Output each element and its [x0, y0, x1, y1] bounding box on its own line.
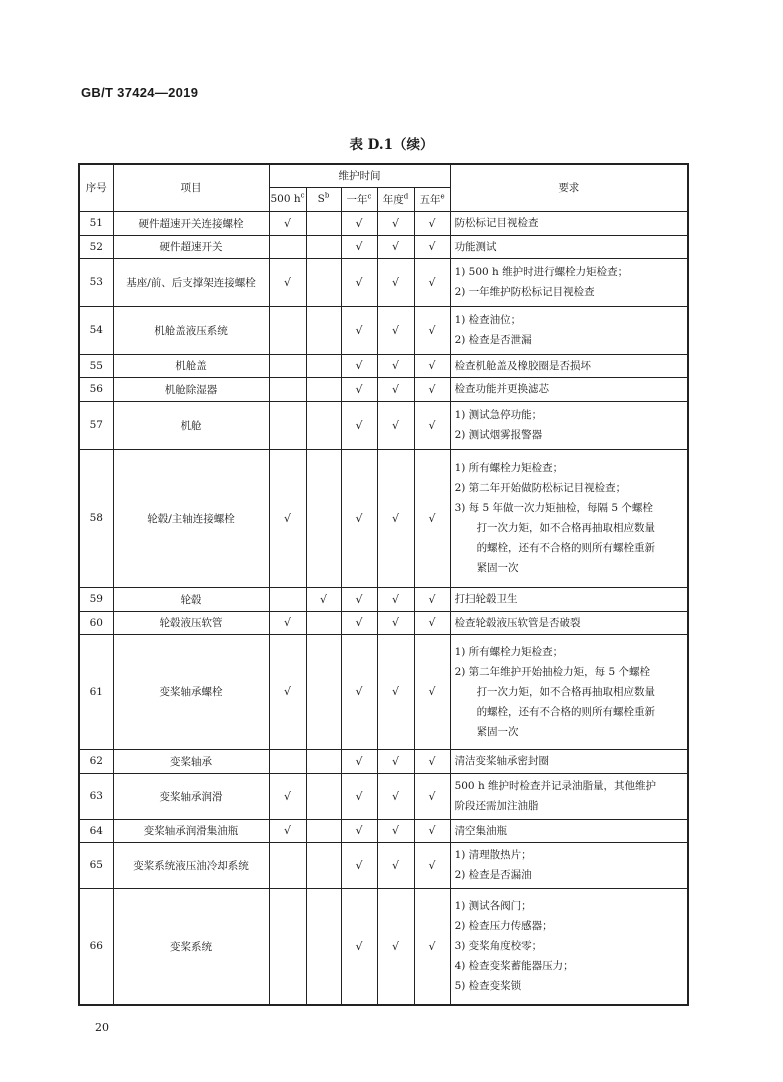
table-row: [79, 235, 688, 258]
check-cell-five-year: [414, 449, 450, 587]
check-mark: √: [428, 685, 436, 698]
row-number: 61: [79, 634, 113, 749]
row-number: 66: [79, 888, 113, 1005]
check-cell-500h: [269, 611, 306, 634]
row-number: 58: [79, 449, 113, 587]
requirement-line: 1) 清理散热片；: [454, 849, 532, 861]
check-cell-one-year: [341, 258, 377, 306]
check-cell-500h: [269, 401, 306, 449]
requirement-line: 打扫轮毂卫生: [454, 593, 518, 605]
requirement-line: 打一次力矩，如不合格再抽取相应数量: [476, 522, 656, 534]
check-mark: √: [391, 511, 399, 525]
check-cell-five-year: [414, 211, 450, 235]
row-number: 56: [79, 377, 113, 401]
check-cell-five-year: [414, 611, 450, 634]
check-mark: √: [283, 275, 291, 289]
check-mark: √: [428, 858, 436, 872]
table-row: [79, 749, 688, 773]
requirement-line: 1) 500 h 维护时进行螺栓力矩检查；: [454, 266, 629, 278]
row-number: 51: [79, 211, 113, 235]
row-number: 62: [79, 749, 113, 773]
table-row: [79, 819, 688, 842]
requirement-line: 3) 每 5 年做一次力矩抽检，每隔 5 个螺栓: [454, 502, 653, 514]
requirement-line: 清空集油瓶: [454, 824, 508, 837]
check-mark: √: [391, 685, 399, 698]
requirement-line: 的螺栓，还有不合格的则所有螺栓重新: [476, 542, 656, 554]
row-item: 机舱盖液压系统: [113, 306, 269, 354]
check-cell-500h: [269, 306, 306, 354]
requirement-line: 1) 所有螺栓力矩检查；: [454, 645, 564, 658]
check-mark: √: [391, 382, 399, 396]
check-cell-s: [306, 819, 341, 842]
check-cell-s: [306, 306, 341, 354]
table-row: [79, 587, 688, 611]
check-cell-annual: [377, 587, 414, 611]
requirement-line: 2) 一年维护防松标记目视检查: [454, 286, 595, 298]
check-mark: √: [391, 754, 399, 768]
check-cell-s: [306, 354, 341, 377]
row-item: 硬件超速开关: [113, 235, 269, 258]
requirement-line: 检查功能并更换滤芯: [454, 383, 550, 395]
check-mark: √: [428, 789, 436, 803]
check-cell-one-year: [341, 235, 377, 258]
check-mark: √: [428, 511, 436, 525]
check-mark: √: [391, 592, 399, 606]
check-mark: √: [283, 789, 291, 803]
check-cell-500h: [269, 749, 306, 773]
row-number: 53: [79, 258, 113, 306]
check-mark: √: [428, 939, 436, 953]
check-mark: √: [391, 275, 399, 289]
check-cell-annual: [377, 354, 414, 377]
row-requirement: [450, 401, 688, 449]
check-mark: √: [283, 824, 291, 837]
check-cell-annual: [377, 842, 414, 888]
check-cell-one-year: [341, 611, 377, 634]
row-requirement: [450, 611, 688, 634]
check-cell-one-year: [341, 306, 377, 354]
check-cell-one-year: [341, 354, 377, 377]
check-cell-500h: [269, 377, 306, 401]
check-mark: √: [428, 216, 436, 230]
requirement-line: 清洁变桨轴承密封圈: [454, 755, 550, 767]
check-mark: √: [355, 275, 363, 289]
check-mark: √: [355, 824, 363, 837]
check-mark: √: [355, 511, 363, 525]
check-cell-annual: [377, 377, 414, 401]
check-cell-one-year: [341, 888, 377, 1005]
check-cell-five-year: [414, 306, 450, 354]
check-cell-500h: [269, 819, 306, 842]
row-number: 59: [79, 587, 113, 611]
requirement-line: 2) 第二年维护开始抽检力矩，每 5 个螺栓: [454, 665, 651, 678]
check-cell-s: [306, 842, 341, 888]
check-mark: √: [319, 592, 327, 606]
check-cell-one-year: [341, 819, 377, 842]
check-mark: √: [283, 616, 291, 629]
check-cell-five-year: [414, 401, 450, 449]
check-cell-one-year: [341, 773, 377, 819]
check-cell-one-year: [341, 211, 377, 235]
row-item: 硬件超速开关连接螺栓: [113, 211, 269, 235]
check-cell-500h: [269, 235, 306, 258]
check-mark: √: [391, 323, 399, 337]
row-item: 机舱除湿器: [113, 377, 269, 401]
check-mark: √: [428, 754, 436, 768]
row-item: 变桨轴承螺栓: [113, 634, 269, 749]
check-cell-500h: [269, 211, 306, 235]
check-cell-annual: [377, 819, 414, 842]
requirement-line: 4) 检查变桨蓄能器压力；: [454, 960, 574, 973]
table-row: [79, 842, 688, 888]
requirement-line: 检查轮毂液压软管是否破裂: [454, 616, 581, 629]
row-requirement: [450, 354, 688, 377]
page-number: 20: [95, 1021, 109, 1034]
check-cell-one-year: [341, 401, 377, 449]
row-number: 65: [79, 842, 113, 888]
row-number: 63: [79, 773, 113, 819]
check-cell-five-year: [414, 634, 450, 749]
requirement-line: 紧固一次: [476, 725, 519, 738]
check-cell-s: [306, 211, 341, 235]
header-one-year: 一年$^c$: [341, 187, 377, 211]
check-cell-one-year: [341, 634, 377, 749]
check-cell-s: [306, 587, 341, 611]
check-cell-annual: [377, 634, 414, 749]
row-number: 55: [79, 354, 113, 377]
table-row: [79, 258, 688, 306]
check-cell-five-year: [414, 819, 450, 842]
row-number: 60: [79, 611, 113, 634]
header-requirement: 要求: [450, 164, 688, 211]
check-cell-annual: [377, 449, 414, 587]
table-row: [79, 377, 688, 401]
check-mark: √: [283, 685, 291, 698]
check-cell-one-year: [341, 749, 377, 773]
check-cell-annual: [377, 306, 414, 354]
requirement-line: 2) 检查是否泄漏: [454, 334, 532, 346]
requirement-line: 的螺栓，还有不合格的则所有螺栓重新: [476, 705, 656, 718]
header-maintenance-time: 维护时间: [269, 164, 450, 187]
check-cell-500h: [269, 773, 306, 819]
table-row: [79, 888, 688, 1005]
check-cell-s: [306, 773, 341, 819]
requirement-line: 2) 测试烟雾报警器: [454, 429, 543, 441]
row-requirement: [450, 235, 688, 258]
check-cell-500h: [269, 587, 306, 611]
check-cell-five-year: [414, 354, 450, 377]
check-cell-five-year: [414, 235, 450, 258]
check-mark: √: [428, 359, 436, 372]
standard-number: GB/T 37424—2019: [81, 85, 199, 100]
check-cell-500h: [269, 258, 306, 306]
row-requirement: [450, 258, 688, 306]
check-cell-annual: [377, 749, 414, 773]
requirement-line: 1) 测试急停功能；: [454, 409, 543, 421]
check-cell-annual: [377, 211, 414, 235]
check-cell-annual: [377, 888, 414, 1005]
header-row-1: [79, 164, 688, 187]
row-item: 变桨轴承润滑: [113, 773, 269, 819]
check-cell-annual: [377, 773, 414, 819]
requirement-line: 防松标记目视检查: [454, 217, 539, 229]
check-cell-one-year: [341, 842, 377, 888]
table-row: [79, 634, 688, 749]
check-cell-annual: [377, 235, 414, 258]
row-number: 54: [79, 306, 113, 354]
header-item: 项目: [113, 164, 269, 211]
check-mark: √: [283, 216, 291, 230]
requirement-line: 2) 检查是否漏油: [454, 869, 532, 881]
check-mark: √: [391, 824, 399, 837]
check-cell-annual: [377, 258, 414, 306]
check-mark: √: [428, 240, 436, 253]
check-cell-s: [306, 401, 341, 449]
check-cell-five-year: [414, 888, 450, 1005]
header-500h: 500 $h^c$: [269, 187, 306, 211]
row-number: 57: [79, 401, 113, 449]
check-mark: √: [355, 418, 363, 432]
check-cell-s: [306, 449, 341, 587]
requirement-line: 检查机舱盖及橡胶圈是否损坏: [454, 359, 592, 372]
check-cell-five-year: [414, 587, 450, 611]
check-cell-annual: [377, 401, 414, 449]
check-mark: √: [355, 685, 363, 698]
row-requirement: [450, 773, 688, 819]
row-number: 52: [79, 235, 113, 258]
check-cell-one-year: [341, 449, 377, 587]
requirement-line: 1) 测试各阀门；: [454, 900, 532, 913]
row-requirement: [450, 749, 688, 773]
table-row: [79, 449, 688, 587]
check-cell-s: [306, 611, 341, 634]
requirement-line: 紧固一次: [476, 562, 519, 574]
requirement-line: 打一次力矩，如不合格再抽取相应数量: [476, 685, 656, 698]
check-mark: √: [428, 616, 436, 629]
check-cell-one-year: [341, 377, 377, 401]
table-title: 表 D.1（续）: [349, 137, 434, 153]
row-requirement: [450, 819, 688, 842]
table-row: [79, 773, 688, 819]
table-row: [79, 354, 688, 377]
row-item: 变桨轴承润滑集油瓶: [113, 819, 269, 842]
check-mark: √: [391, 789, 399, 803]
table-row: [79, 306, 688, 354]
check-mark: √: [391, 240, 399, 253]
row-requirement: [450, 888, 688, 1005]
check-mark: √: [355, 216, 363, 230]
row-item: 轮毂液压软管: [113, 611, 269, 634]
check-cell-five-year: [414, 749, 450, 773]
row-requirement: [450, 842, 688, 888]
check-cell-s: [306, 634, 341, 749]
check-mark: √: [391, 359, 399, 372]
requirement-line: 功能测试: [454, 240, 497, 253]
row-item: 机舱: [113, 401, 269, 449]
check-cell-500h: [269, 634, 306, 749]
check-mark: √: [428, 824, 436, 837]
requirement-line: 500 h 维护时检查并记录油脂量，其他维护: [454, 780, 657, 792]
check-cell-s: [306, 377, 341, 401]
check-mark: √: [428, 418, 436, 432]
table-row: [79, 211, 688, 235]
check-mark: √: [283, 511, 291, 525]
row-requirement: [450, 587, 688, 611]
requirement-line: 阶段还需加注油脂: [454, 800, 539, 812]
row-item: 基座/前、后支撑架连接螺栓: [113, 258, 269, 306]
maintenance-table: [78, 163, 689, 1006]
row-number: 64: [79, 819, 113, 842]
check-cell-500h: [269, 888, 306, 1005]
requirement-line: 2) 第二年开始做防松标记目视检查；: [454, 482, 627, 494]
row-item: 变桨系统液压油冷却系统: [113, 842, 269, 888]
requirement-line: 2) 检查压力传感器；: [454, 920, 553, 933]
requirement-line: 1) 检查油位；: [454, 314, 522, 326]
check-cell-s: [306, 888, 341, 1005]
check-cell-five-year: [414, 773, 450, 819]
check-cell-five-year: [414, 842, 450, 888]
check-mark: √: [391, 418, 399, 432]
row-item: 轮毂/主轴连接螺栓: [113, 449, 269, 587]
check-mark: √: [391, 939, 399, 953]
row-requirement: [450, 634, 688, 749]
check-cell-500h: [269, 354, 306, 377]
check-cell-500h: [269, 449, 306, 587]
header-annual: 年度$^d$: [377, 187, 414, 211]
check-mark: √: [355, 592, 363, 606]
check-mark: √: [355, 323, 363, 337]
row-item: 机舱盖: [113, 354, 269, 377]
check-mark: √: [428, 323, 436, 337]
check-cell-five-year: [414, 377, 450, 401]
check-mark: √: [355, 240, 363, 253]
header-five-year: 五年$^e$: [414, 187, 450, 211]
check-cell-500h: [269, 842, 306, 888]
table-row: [79, 611, 688, 634]
requirement-line: 3) 变桨角度校零；: [454, 940, 543, 953]
requirement-line: 1) 所有螺栓力矩检查；: [454, 462, 564, 474]
row-item: 轮毂: [113, 587, 269, 611]
check-mark: √: [355, 616, 363, 629]
check-mark: √: [428, 382, 436, 396]
check-cell-one-year: [341, 587, 377, 611]
row-item: 变桨轴承: [113, 749, 269, 773]
check-cell-annual: [377, 611, 414, 634]
check-cell-s: [306, 749, 341, 773]
header-s: $S^b$: [306, 187, 341, 211]
check-mark: √: [355, 789, 363, 803]
check-mark: √: [391, 216, 399, 230]
check-mark: √: [391, 858, 399, 872]
requirement-line: 5) 检查变桨锁: [454, 980, 522, 993]
table-row: [79, 401, 688, 449]
check-mark: √: [355, 939, 363, 953]
row-requirement: [450, 449, 688, 587]
check-mark: √: [355, 359, 363, 372]
row-item: 变桨系统: [113, 888, 269, 1005]
check-mark: √: [428, 275, 436, 289]
row-requirement: [450, 306, 688, 354]
check-mark: √: [355, 382, 363, 396]
header-seq: 序号: [79, 164, 113, 211]
check-mark: √: [355, 858, 363, 872]
check-cell-s: [306, 235, 341, 258]
check-mark: √: [355, 754, 363, 768]
check-mark: √: [391, 616, 399, 629]
check-mark: √: [428, 592, 436, 606]
check-cell-s: [306, 258, 341, 306]
row-requirement: [450, 211, 688, 235]
check-cell-five-year: [414, 258, 450, 306]
row-requirement: [450, 377, 688, 401]
